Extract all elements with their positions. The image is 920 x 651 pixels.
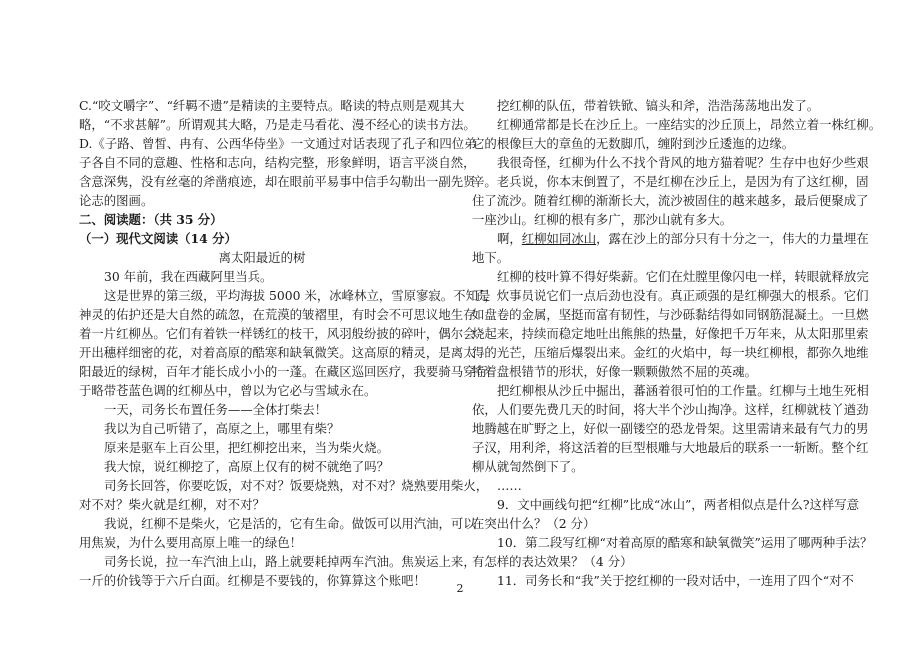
right-text-line: 地腾越在旷野之上，好似一副镂空的恐龙骨架。这里需请来最有气力的男 xyxy=(472,421,869,436)
left-text-line: D.《子路、曾皙、冉有、公西华侍坐》一文通过对话表现了孔子和四位弟 xyxy=(79,136,477,151)
right-column xyxy=(472,96,882,590)
right-text-line: 把红柳根从沙丘中掘出，蕃涵着很可怕的工作量。红柳与土地生死相 xyxy=(497,383,869,398)
left-text-line: 论志的图画。 xyxy=(79,193,154,208)
left-text-line: 30 年前，我在西藏阿里当兵。 xyxy=(104,269,273,284)
right-text-line: 在突出什么？（2 分） xyxy=(472,516,596,531)
right-text-line: 柳从就訇然倒下了。 xyxy=(472,459,584,474)
page-number: 2 xyxy=(456,582,464,595)
right-text-line: 住了流沙。随着红柳的渐渐长大，流沙被固住的越来越多，最后便聚成了 xyxy=(472,193,869,208)
right-text-line: 挖红柳的队伍，带着铁锨、镐头和斧，浩浩荡荡地出发了。 xyxy=(497,98,820,113)
left-text-line: 着一片红柳丛。它们有着铁一样锈红的枝干，风羽般纷披的碎叶，偶尔会 xyxy=(79,326,476,341)
right-text-line: 红柳的枝叶算不得好柴薪。它们在灶膛里像闪电一样，转眼就释放完 xyxy=(497,269,869,284)
left-text-line: 对不对？柴火就是红柳，对不对？ xyxy=(79,497,265,512)
right-text-line: 它的根像巨大的章鱼的无数脚爪，缠附到沙丘逶迤的边缘。 xyxy=(472,136,795,151)
left-text-line: 含意深隽，没有丝毫的斧凿痕迹，却在眼前平易事中信手勾勒出一副先贤 xyxy=(79,174,476,189)
right-text-line: 10．第二段写红柳“对着高原的酷寒和缺氧微笑”运用了哪两种手法？ xyxy=(497,535,873,550)
left-text-line: 略，“不求甚解”。所谓观其大略，乃是走马看花、漫不经心的读书方法。 xyxy=(79,117,476,132)
right-text-line: 地下。 xyxy=(472,250,510,265)
left-text-line: 一天，司务长布置任务——全体打柴去！ xyxy=(104,402,328,417)
article-title: 离太阳最近的树 xyxy=(218,250,306,265)
left-text-line: 原来是驱车上百公里，把红柳挖出来，当为柴火烧。 xyxy=(104,440,389,455)
underlined-phrase: 红柳如同冰山 xyxy=(521,231,597,246)
left-text-line: 我以为自己听错了，高原之上，哪里有柴？ xyxy=(104,421,340,436)
left-text-line: 神灵的佑护还是大自然的疏忽，在荒漠的皱褶里，有时会不可思议地生存 xyxy=(79,307,476,322)
left-text-line: 司务长回答，你要吃饭，对不对？饭要烧熟，对不对？烧熟要用柴火， xyxy=(104,478,489,493)
right-text-line: 得的光芒，压缩后爆裂出来。金红的火焰中，每一块红柳根，都弥久地维 xyxy=(472,345,869,360)
left-text-line: 用焦炭，为什么要用高原上唯一的绿色！ xyxy=(79,535,303,550)
left-text-line: （一）现代文阅读（14 分） xyxy=(79,231,237,246)
right-text-line: 辛。老兵说，你本末倒置了，不是红柳在沙丘上，是因为有了这红柳，固 xyxy=(472,174,869,189)
left-text-line: 司务长说，拉一车汽油上山，路上就要耗掉两车汽油。焦炭运上来， xyxy=(104,554,476,569)
right-text-line xyxy=(472,229,869,248)
right-text-line: 红柳通常都是长在沙丘上。一座结实的沙丘顶上，昂然立着一株红柳。 xyxy=(497,117,882,132)
text-segment: ，露在沙上的部分只有十分之一，伟大的力量埋在 xyxy=(596,231,869,246)
left-text-line: 这是世界的第三级，平均海拔 5000 米，冰峰林立，雪原寥寂。不知是 xyxy=(104,288,491,303)
right-text-line: 我很奇怪，红柳为什么不找个背风的地方猫着呢？生存中也好少些艰 xyxy=(497,155,869,170)
left-text-line: 于略带苍蓝色调的红柳丛中，曾以为它必与雪域永在。 xyxy=(79,383,377,398)
right-text-line: 一座沙山。红柳的根有多广，那沙山就有多大。 xyxy=(472,212,733,227)
right-text-line: 依，人们要先费几天的时间，将大半个沙山掏净。这样，红柳就枝丫遒劲 xyxy=(472,402,869,417)
text-segment: 啊， xyxy=(497,231,522,246)
left-text-line: 子各自不同的意趣、性格和志向，结构完整，形象鲜明，语言平淡自然， xyxy=(79,155,476,170)
right-text-line: 子汉，用利斧，将这活着的巨型根雕与大地最后的联系一一斩断。整个红 xyxy=(472,440,869,455)
right-text-line: 9．文中画线句把“红柳”比成“冰山”，两者相似点是什么?这样写意 xyxy=(497,497,860,512)
left-text-line: 开出穗样细密的花，对着高原的酷寒和缺氧微笑。这高原的精灵，是离太 xyxy=(79,345,476,360)
right-text-line: 持着盘根错节的形状，好像一颗颗傲然不屈的英魂。 xyxy=(472,364,757,379)
left-text-line: 我说，红柳不是柴火，它是活的，它有生命。做饭可以用汽油，可以 xyxy=(104,516,476,531)
left-text-line: 一斤的价钱等于六斤白面。红柳是不要钱的，你算算这个账吧！ xyxy=(79,573,426,588)
right-text-line: …… xyxy=(497,478,522,493)
left-text-line: 我大惊，说红柳挖了，高原上仅有的树不就绝了吗？ xyxy=(104,459,389,474)
left-text-line: C.“咬文嚼字”、“纤羁不遗”是精读的主要特点。略读的特点则是观其大 xyxy=(79,98,465,113)
right-text-line: 11．司务长和“我”关于挖红柳的一段对话中，一连用了四个“对不 xyxy=(497,573,854,588)
left-text-line: 二、阅读题：（共 35 分） xyxy=(79,212,223,227)
right-text-line: 了，炊事员说它们一点后劲也没有。真正顽强的是红柳强大的根系。它们 xyxy=(472,288,869,303)
right-text-line: 有怎样的表达效果？（4 分） xyxy=(472,554,633,569)
left-text-line: 阳最近的绿树，百年才能长成小小的一蓬。在藏区巡回医疗，我要骑马穿行 xyxy=(79,364,488,379)
right-text-line: 如盘卷的金属，坚挺而富有韧性，与沙砾黏结得如同钢筋混凝土。一旦燃 xyxy=(472,307,869,322)
right-text-line: 烧起来，持续而稳定地吐出熊熊的热量，好像把千万年来，从太阳那里索 xyxy=(472,326,869,341)
